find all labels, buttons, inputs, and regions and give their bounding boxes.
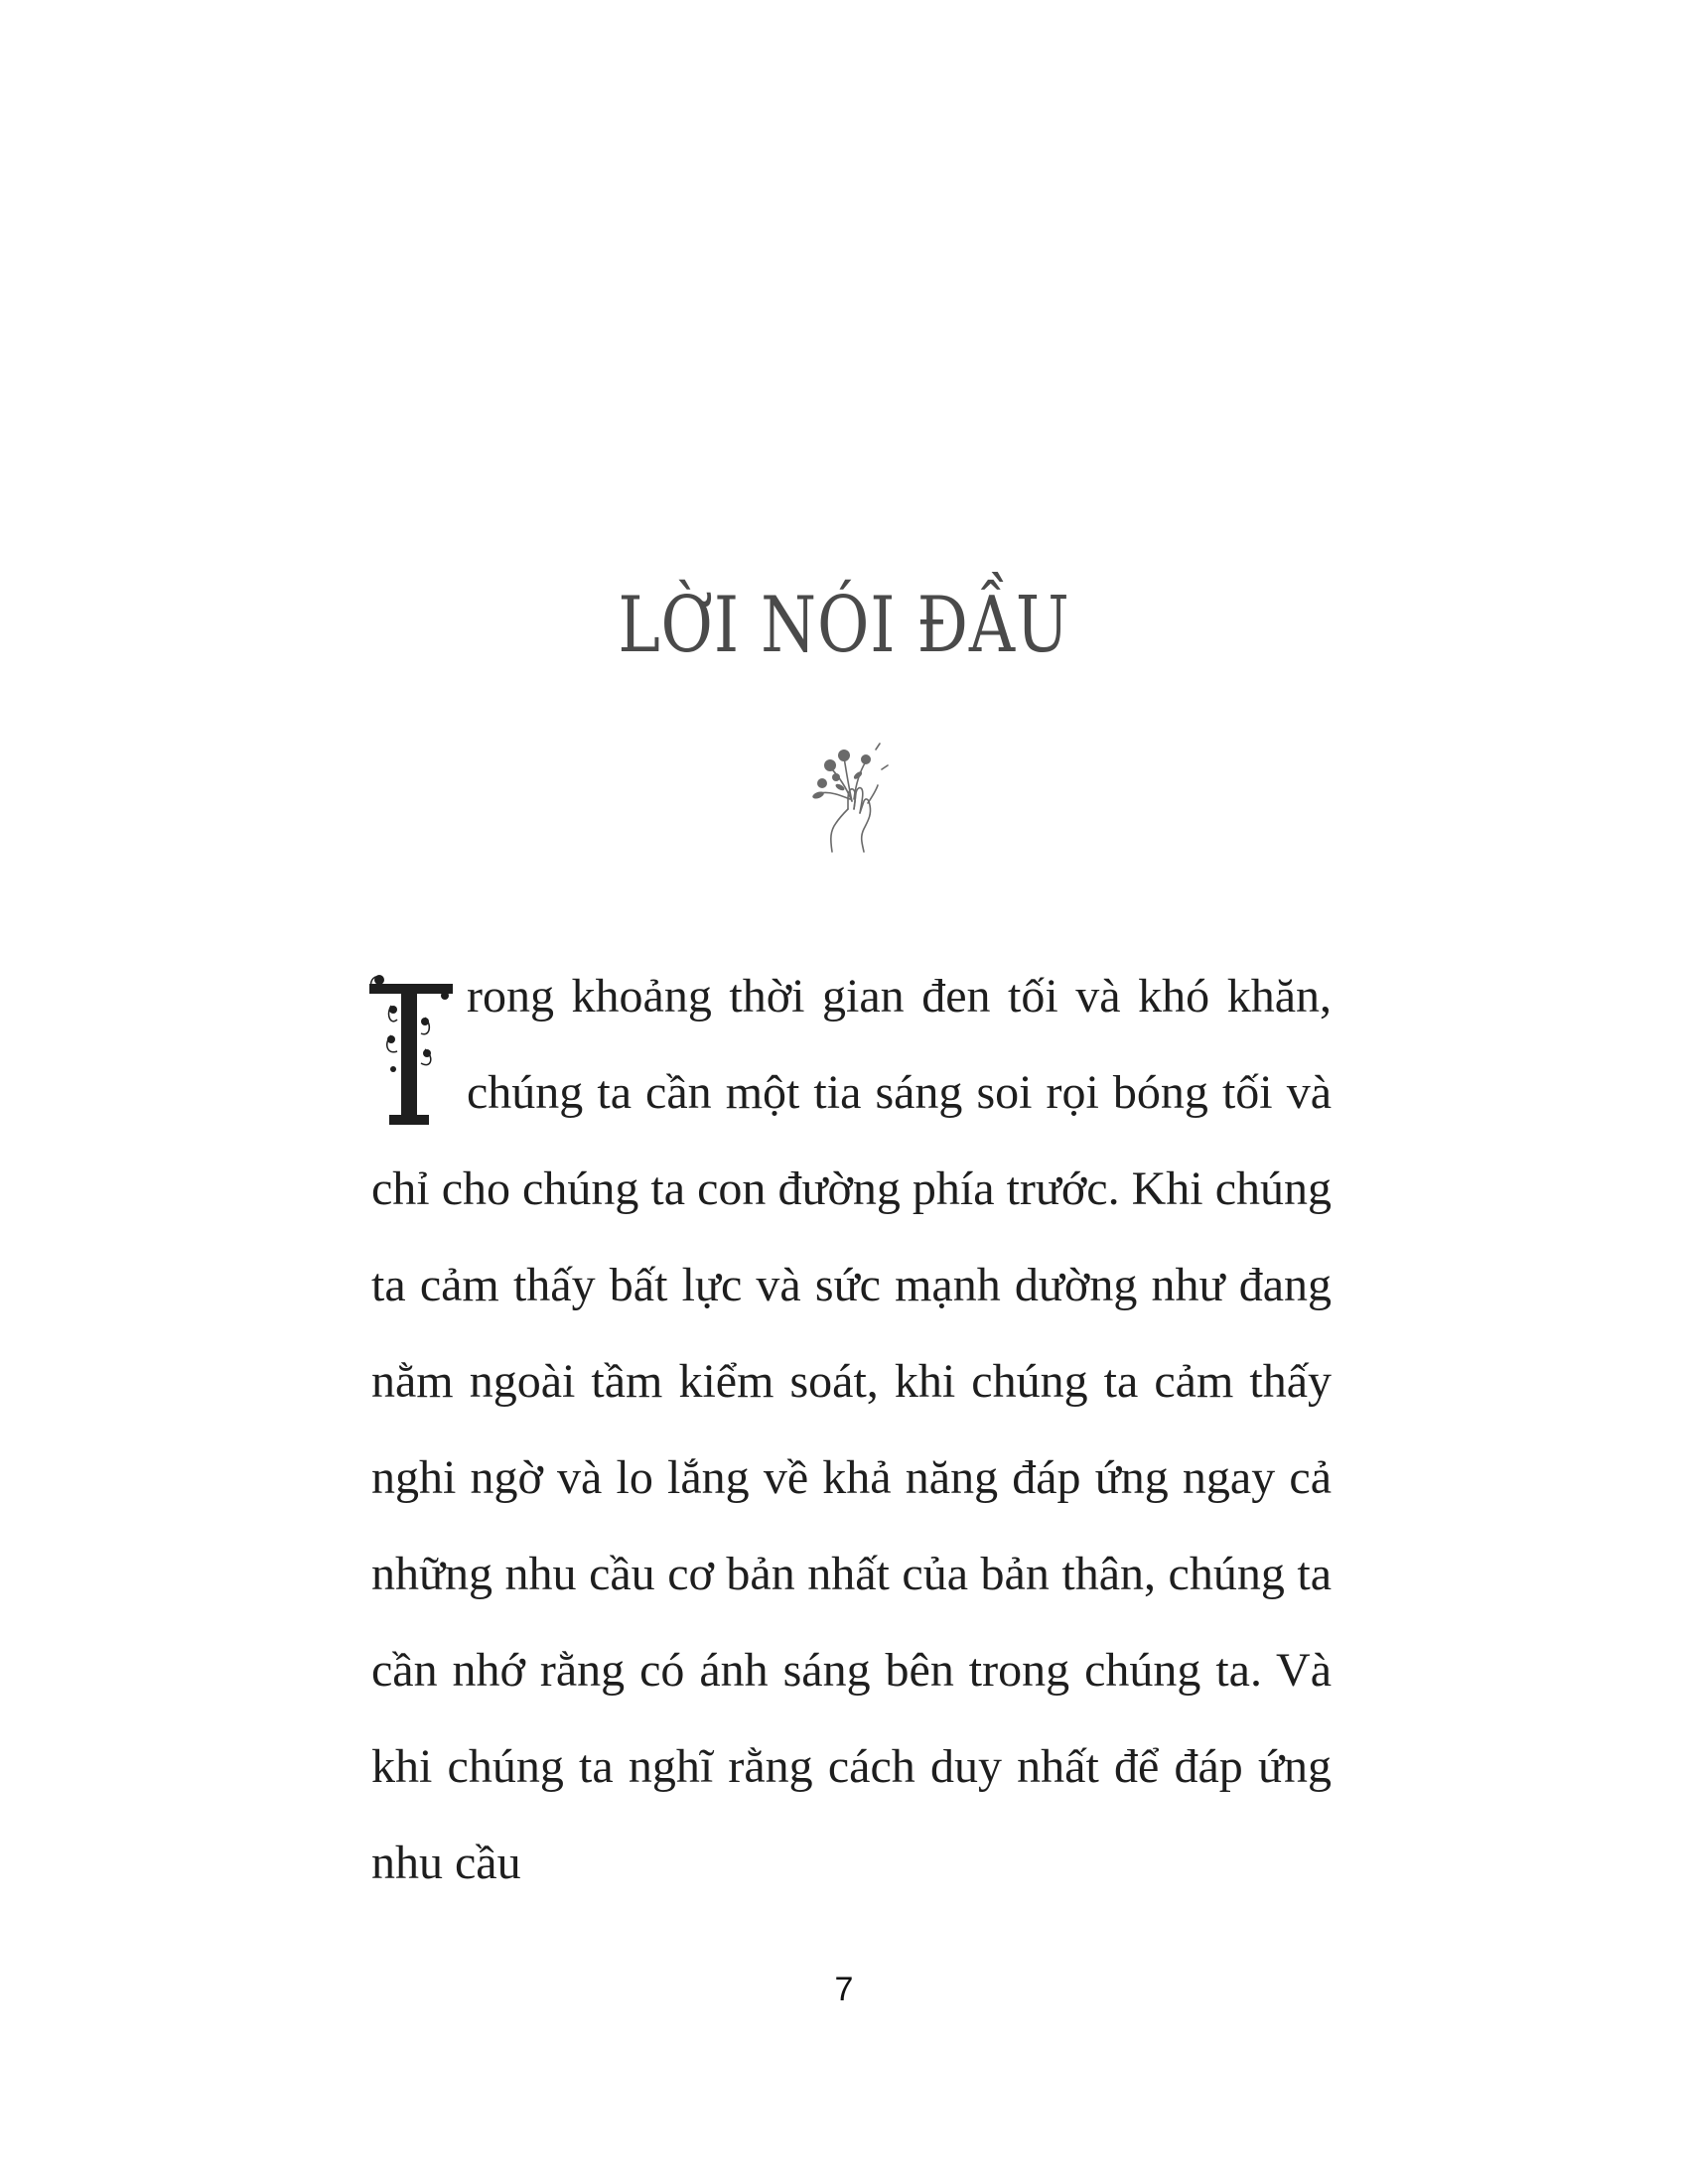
body-text: rong khoảng thời gian đen tối và khó khăn, chúng ta cần một tia sáng soi rọi bóng tối và chỉ cho chúng ta con đường phía trước. Khi chúng ta cảm thấy bất lực và sức mạnh dường như đang nằm ngoài tầm kiểm soát, khi chúng ta cảm thấy nghi ngờ và lo lắng về khả năng đáp ứng ngay cả những nhu cầu cơ bản nhất của bản thân, chúng ta cần nhớ rằng có ánh sáng bên trong chúng ta. Và khi chúng ta nghĩ rằng cách duy nhất để đáp ứng nhu cầu [371,970,1332,1889]
floral-drop-cap-icon [361,966,461,1135]
chapter-body [371,948,1332,1911]
chapter-title: LỜI NÓI ĐẦU [618,581,1070,670]
hand-holding-flowers-icon [802,740,892,854]
page-number: 7 [834,1971,854,2008]
